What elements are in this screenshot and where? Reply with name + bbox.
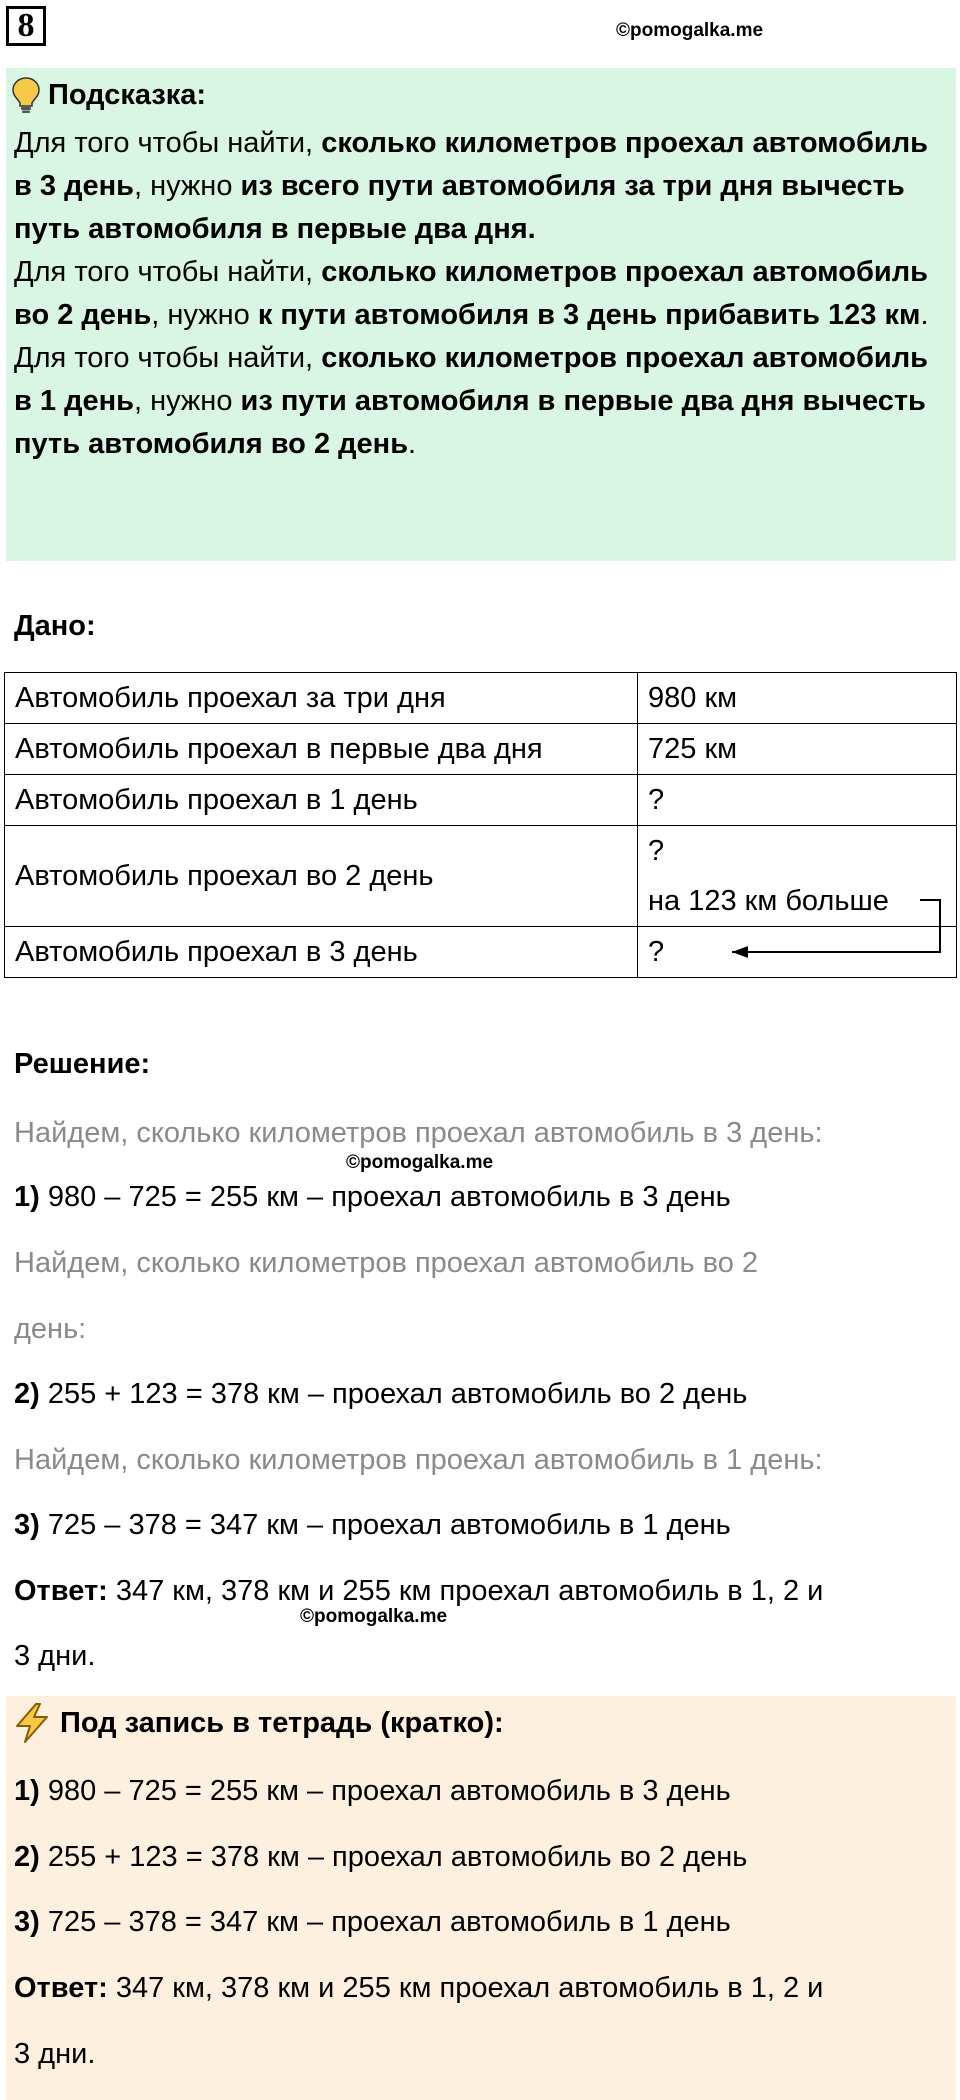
- hint-run: .: [920, 299, 929, 331]
- step-text: 725 – 378 = 347 км – проехал автомобиль в 1 день: [39, 1509, 731, 1541]
- step3-line: [14, 1505, 731, 1545]
- hint-paragraph: [14, 122, 944, 251]
- hint-run: к пути автомобиля в 3 день прибавить 123 км: [257, 299, 921, 331]
- hint-run: сколько километров проехал автомобиль во 2 день: [14, 256, 928, 331]
- step1-intro: Найдем, сколько километров проехал автомобиль в 3 день:: [14, 1117, 823, 1149]
- notebook-title: [14, 1703, 504, 1743]
- hint-title: [10, 76, 206, 114]
- lightning-icon: [14, 1703, 50, 1743]
- watermark-middle: ©pomogalka.me: [346, 1152, 494, 1173]
- hint-run: сколько километров проехал автомобиль в 1 день: [14, 342, 928, 417]
- hint-run: .: [408, 428, 417, 460]
- lightbulb-icon: [10, 76, 42, 114]
- answer-label: Ответ:: [14, 1575, 108, 1607]
- step-number: 3): [14, 1509, 40, 1541]
- solution-title: Решение:: [14, 1048, 151, 1080]
- given-value: ?: [648, 835, 665, 867]
- step-number: 2): [14, 1378, 40, 1410]
- hint-run: , нужно: [133, 385, 241, 417]
- hint-paragraph: [14, 337, 944, 466]
- answer-text: 347 км, 378 км и 255 км проехал автомобиль в 1, 2 и: [107, 1575, 824, 1607]
- given-title: Дано:: [14, 610, 96, 642]
- notebook-answer: [14, 1968, 823, 2008]
- given-value: ?: [638, 775, 957, 826]
- step1-line: [14, 1177, 731, 1217]
- hint-run: из всего пути автомобиля за три дня вычесть путь автомобиля в первые два дня.: [14, 170, 905, 245]
- hint-run: сколько километров проехал автомобиль в 3 день: [14, 127, 928, 202]
- notebook-answer-cont: 3 дни.: [14, 2038, 96, 2070]
- step3-intro: Найдем, сколько километров проехал автомобиль в 1 день:: [14, 1444, 823, 1476]
- table-row: [5, 775, 957, 826]
- given-label: Автомобиль проехал в 3 день: [5, 927, 638, 978]
- hint-run: , нужно: [151, 299, 258, 331]
- watermark-bottom: ©pomogalka.me: [300, 1606, 448, 1627]
- answer-label: Ответ:: [14, 1972, 108, 2004]
- watermark-top: ©pomogalka.me: [616, 20, 764, 41]
- given-value: ?: [638, 927, 957, 978]
- notebook-title-text: Под запись в тетрадь (кратко):: [60, 1706, 504, 1739]
- hint-run: Для того чтобы найти,: [14, 127, 322, 159]
- table-row: [5, 673, 957, 724]
- step-number: 1): [14, 1775, 40, 1807]
- hint-title-text: Подсказка:: [48, 78, 207, 111]
- step-text: 980 – 725 = 255 км – проехал автомобиль в 3 день: [39, 1181, 731, 1213]
- step-number: 2): [14, 1841, 40, 1873]
- notebook-step1: [14, 1771, 731, 1811]
- hint-run: Для того чтобы найти,: [14, 256, 322, 288]
- step-number: 1): [14, 1181, 40, 1213]
- given-label: Автомобиль проехал в первые два дня: [5, 724, 638, 775]
- answer-text: 347 км, 378 км и 255 км проехал автомобиль в 1, 2 и: [107, 1972, 824, 2004]
- hint-text: [14, 122, 944, 466]
- notebook-step2: [14, 1837, 747, 1877]
- comparison-arrow: [720, 890, 950, 960]
- table-row: [5, 724, 957, 775]
- step-text: 980 – 725 = 255 км – проехал автомобиль в 3 день: [39, 1775, 731, 1807]
- step-number: 3): [14, 1906, 40, 1938]
- answer-line-cont: 3 дни.: [14, 1640, 96, 1672]
- answer-line: [14, 1571, 823, 1611]
- step-text: 725 – 378 = 347 км – проехал автомобиль в 1 день: [39, 1906, 731, 1938]
- hint-run: из пути автомобиля в первые два дня вычесть путь автомобиля во 2 день: [14, 385, 926, 460]
- given-label: Автомобиль проехал за три дня: [5, 673, 638, 724]
- step-text: 255 + 123 = 378 км – проехал автомобиль во 2 день: [39, 1378, 748, 1410]
- step2-line: [14, 1374, 747, 1414]
- given-label: Автомобиль проехал во 2 день: [5, 826, 638, 927]
- hint-run: , нужно: [133, 170, 241, 202]
- given-label: Автомобиль проехал в 1 день: [5, 775, 638, 826]
- given-note: на 123 км больше: [648, 885, 889, 917]
- hint-run: Для того чтобы найти,: [14, 342, 322, 374]
- step-text: 255 + 123 = 378 км – проехал автомобиль во 2 день: [39, 1841, 748, 1873]
- given-value: 725 км: [638, 724, 957, 775]
- notebook-panel: [6, 1696, 956, 2100]
- given-value: 980 км: [638, 673, 957, 724]
- step2-intro: Найдем, сколько километров проехал автомобиль во 2: [14, 1247, 759, 1279]
- task-number: 8: [6, 6, 46, 46]
- notebook-step3: [14, 1902, 731, 1942]
- hint-paragraph: [14, 251, 944, 337]
- step2-intro-cont: день:: [14, 1313, 87, 1345]
